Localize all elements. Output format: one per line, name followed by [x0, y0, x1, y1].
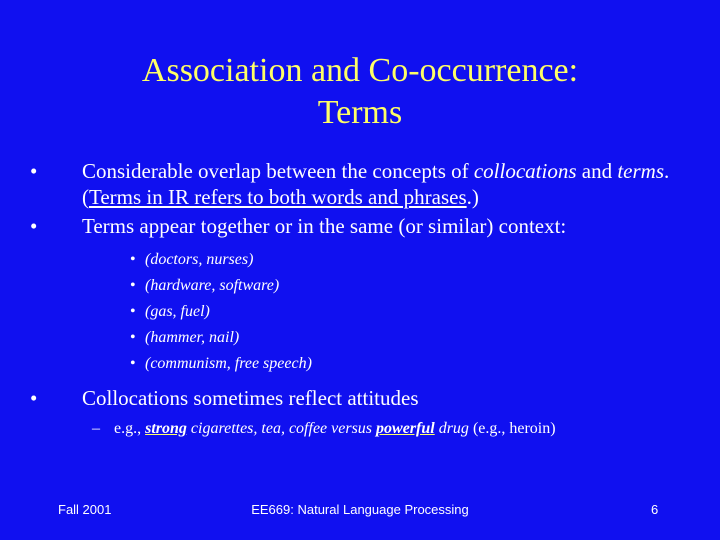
dash-icon: –	[92, 420, 100, 437]
footer-page-number: 6	[651, 502, 659, 517]
bullet-text: . (	[82, 159, 670, 209]
example-text-italic: cigarettes, tea, coffee versus	[186, 420, 377, 437]
sub-bullet-item	[30, 247, 710, 273]
bullet-icon: •	[130, 355, 136, 372]
bullet-attitudes	[30, 385, 710, 411]
slide-title-line1: Association and Co-occurrence:	[141, 52, 579, 89]
bullet-text: Collocations sometimes reflect attitudes	[82, 386, 419, 410]
sub-bullet-text: (communism, free speech)	[145, 355, 312, 372]
example-text: (e.g., heroin)	[468, 420, 556, 437]
bullet-icon: •	[130, 303, 136, 320]
footer-date: Fall 2001	[58, 502, 112, 517]
sub-bullet-text: (hardware, software)	[145, 277, 280, 294]
bullet-text-italic: collocations	[473, 159, 577, 183]
example-text: e.g.,	[114, 420, 146, 437]
bullet-text: and	[576, 159, 613, 183]
slide-title	[0, 50, 720, 134]
slide-body	[30, 158, 710, 440]
sub-bullet-text: (hammer, nail)	[145, 329, 240, 346]
bullet-terms-together	[30, 213, 710, 239]
bullet-text: .)	[466, 185, 479, 209]
bullet-icon: •	[130, 277, 136, 294]
example-powerful: powerful	[376, 420, 435, 437]
footer-course: EE669: Natural Language Processing	[251, 502, 469, 517]
sub-bullet-item	[30, 325, 710, 351]
sub-bullet-item	[30, 351, 710, 377]
bullet-text-italic: terms	[617, 159, 665, 183]
bullet-icon: •	[30, 214, 38, 238]
bullet-icon: •	[30, 386, 38, 410]
sub-bullet-text: (doctors, nurses)	[145, 251, 254, 268]
bullet-overlap	[30, 158, 710, 210]
sub-bullet-list	[30, 247, 710, 377]
sub-bullet-item	[30, 273, 710, 299]
bullet-icon: •	[30, 159, 38, 183]
bullet-text: Terms appear together or in the same (or similar) context:	[82, 214, 567, 238]
example-strong: strong	[145, 420, 187, 437]
bullet-text: Considerable overlap between the concepts of	[82, 159, 474, 183]
attitude-example	[30, 418, 710, 440]
bullet-icon: •	[130, 251, 136, 268]
bullet-text-underlined: Terms in IR refers to both words and phrases	[89, 185, 467, 209]
sub-bullet-text: (gas, fuel)	[145, 303, 210, 320]
bullet-icon: •	[130, 329, 136, 346]
slide-title-line2: Terms	[317, 94, 403, 131]
sub-bullet-item	[30, 299, 710, 325]
example-text-italic: drug	[434, 420, 469, 437]
